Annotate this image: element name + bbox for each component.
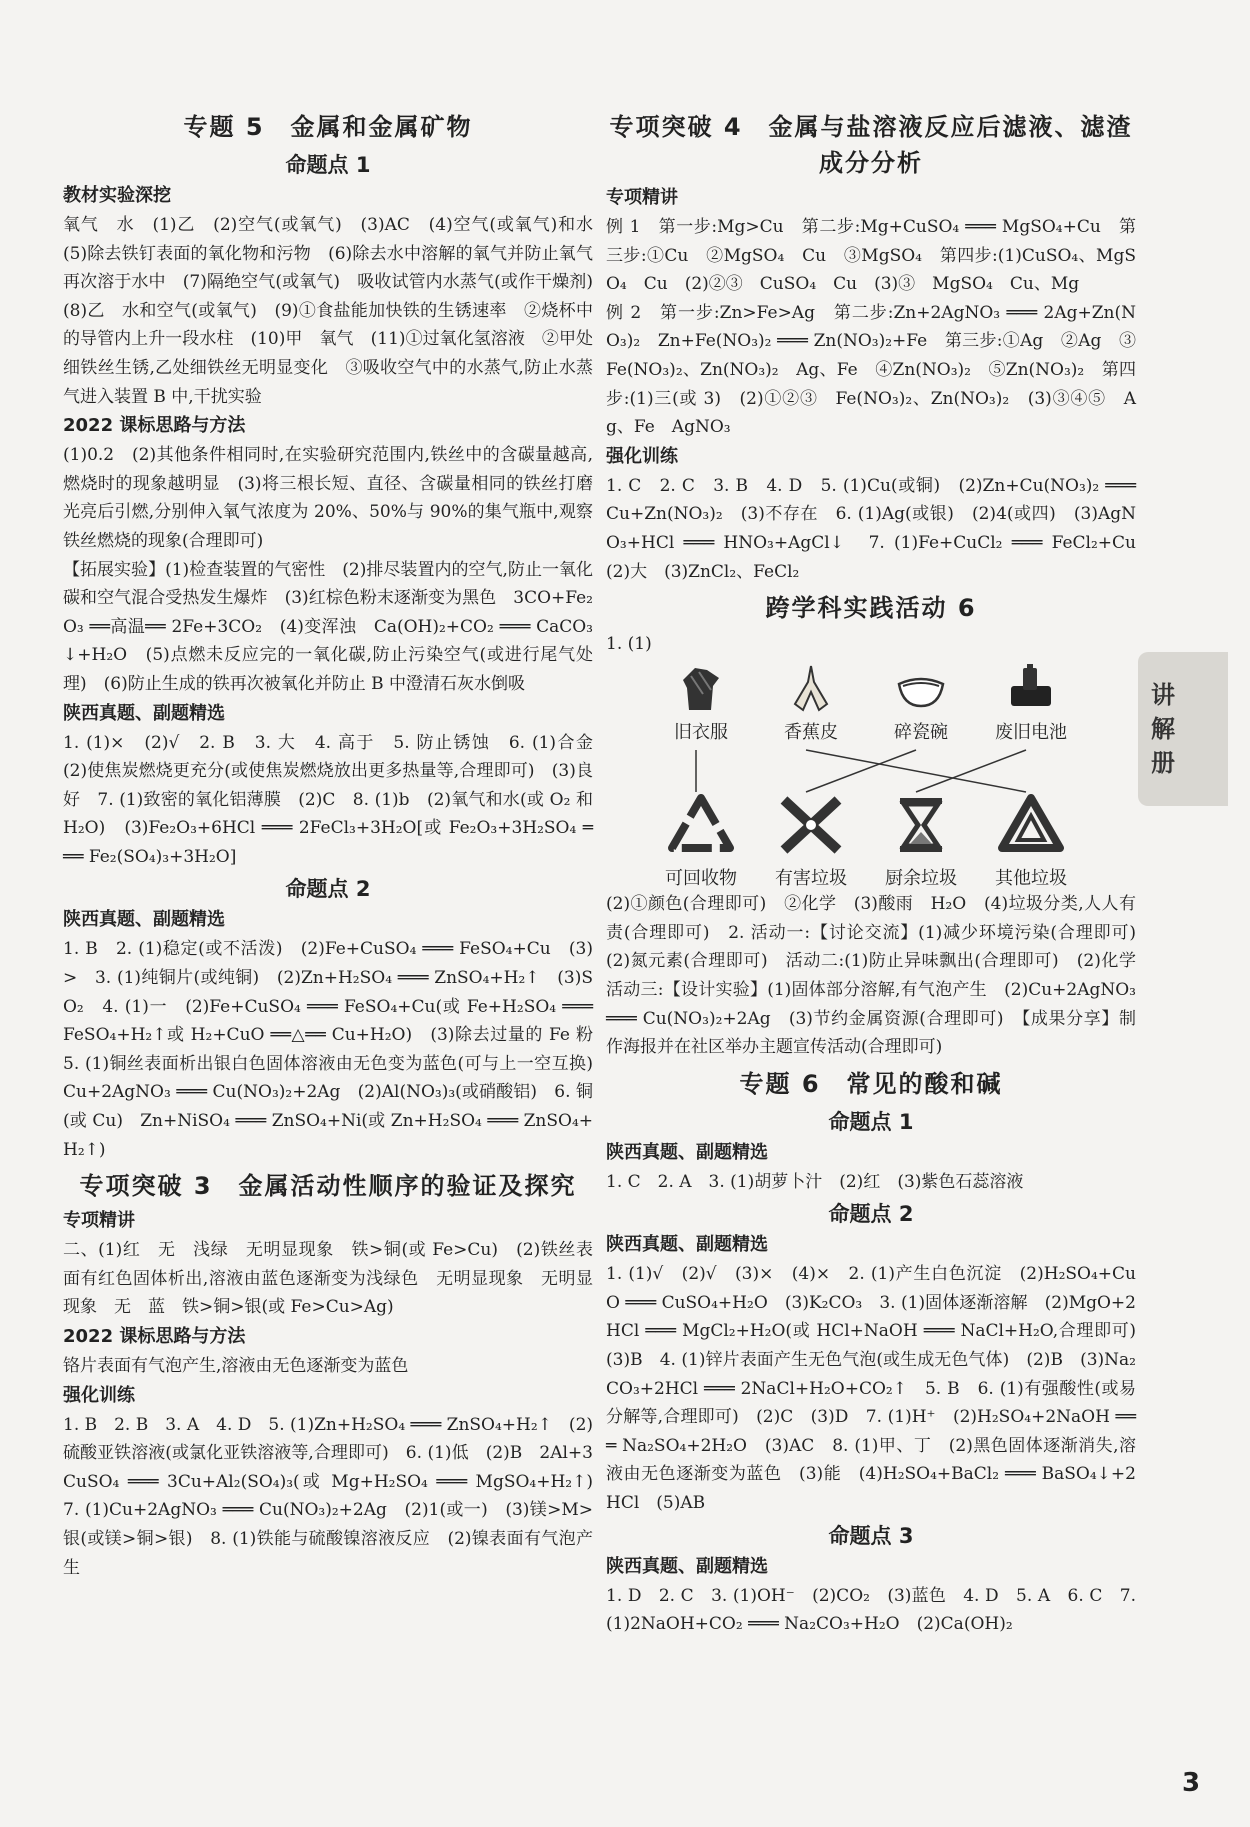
curriculum-answers: (1)0.2 (2)其他条件相同时,在实验研究范围内,铁丝中的含碳量越高,燃烧时的现象越明显 (3)将三根长短、直径、含碳量相同的铁丝打磨光亮后引燃,分别伸入氧气浓度为 20%、50%与 90%的集气瓶中,观察铁丝燃烧的现象(合理即可) xyxy=(63,445,593,551)
item-battery xyxy=(981,660,1081,744)
bin-label: 有害垃圾 xyxy=(775,868,847,890)
shaanxi-answers-r3: 1. D 2. C 3. (1)OH⁻ (2)CO₂ (3)蓝色 4. D 5. A 6. C 7. (1)2NaOH+CO₂ ═══ Na₂CO₃+H₂O (2)Ca(OH)₂ xyxy=(606,1585,1136,1635)
bin-label: 其他垃圾 xyxy=(995,868,1067,890)
waste-items xyxy=(646,660,1086,744)
recyclable-bin-icon xyxy=(666,794,736,856)
matching-lines xyxy=(646,748,1086,794)
point-2-heading: 命题点 2 xyxy=(828,1202,914,1227)
point-1-heading: 命题点 1 xyxy=(285,153,371,177)
shaanxi-heading-r3: 陕西真题、副题精选 xyxy=(606,1555,768,1577)
page-number: 3 xyxy=(1182,1768,1201,1798)
bin-recyclable xyxy=(651,794,751,890)
section-tab xyxy=(1138,652,1228,806)
bin-hazardous xyxy=(761,794,861,890)
training-answers-3: 1. B 2. B 3. A 4. D 5. (1)Zn+H₂SO₄ ═══ ZnSO₄+H₂↑ (2)硫酸亚铁溶液(或氯化亚铁溶液等,合理即可) 6. (1)低 (2)B 2Al+3CuSO₄ ═══ 3Cu+Al₂(SO₄)₃(或 Mg+H₂SO₄ ═══ MgSO₄+H₂↑) 7. (1)Cu+2AgNO₃ ═══ Cu(NO₃)₂+2Ag (2)1(或一) (3)镁>M>银(或镁>铜>银) 8. (1)铁能与硫酸镍溶液反应 (2)镍表面有气泡产生 xyxy=(63,1414,610,1578)
training-heading-4: 强化训练 xyxy=(606,445,678,467)
curriculum-heading-b: 2022 课标思路与方法 xyxy=(63,1326,246,1347)
item-label: 旧衣服 xyxy=(674,722,728,744)
item-bowl xyxy=(871,660,971,744)
battery-icon xyxy=(1003,660,1059,716)
point-2-heading: 命题点 2 xyxy=(285,877,371,902)
training-answers-4: 1. C 2. C 3. B 4. D 5. (1)Cu(或铜) (2)Zn+Cu(NO₃)₂ ═══ Cu+Zn(NO₃)₂ (3)不存在 6. (1)Ag(或银) (2)4(或四) (3)AgNO₃+HCl ═══ HNO₃+AgCl↓ 7. (1)Fe+CuCl₂ ═══ FeCl₂+Cu (2)大 (3)ZnCl₂、FeCl₂ xyxy=(606,475,1153,582)
tab-char: 解 xyxy=(1151,715,1175,743)
shaanxi-answers-r1: 1. C 2. A 3. (1)胡萝卜汁 (2)红 (3)紫色石蕊溶液 xyxy=(606,1171,1024,1192)
point-1-heading: 命题点 1 xyxy=(828,1109,914,1134)
bin-other xyxy=(981,794,1081,890)
item-banana xyxy=(761,660,861,744)
lecture-heading-4: 专项精讲 xyxy=(606,187,678,208)
bin-label: 厨余垃圾 xyxy=(885,868,957,890)
shaanxi-answers-1: 1. (1)× (2)√ 2. B 3. 大 4. 高于 5. 防止锈蚀 6. (1)合金 (2)使焦炭燃烧更充分(或使焦炭燃烧放出更多热量等,合理即可) (3)良好 7. (1)致密的氧化铝薄膜 (2)C 8. (1)b (2)氧气和水(或 O₂ 和 H₂O) (3)Fe₂O₃+6HCl ═══ 2FeCl₃+3H₂O[或 Fe₂O₃+3H₂SO₄ ═══ Fe₂(SO₄)₃+3H₂O] xyxy=(63,732,610,867)
curriculum-heading: 2022 课标思路与方法 xyxy=(63,415,246,437)
topic-6-title: 专题 6 常见的酸和碱 xyxy=(739,1069,1003,1098)
match-line xyxy=(806,750,1026,792)
right-column xyxy=(606,105,1153,1639)
item-clothes xyxy=(651,660,751,744)
kitchen-waste-bin-icon xyxy=(886,794,956,856)
item-label: 废旧电池 xyxy=(995,722,1067,744)
shaanxi-answers-r2: 1. (1)√ (2)√ (3)× (4)× 2. (1)产生白色沉淀 (2)H₂SO₄+CuO ═══ CuSO₄+H₂O (3)K₂CO₃ 3. (1)固体逐渐溶解 (2)MgO+2HCl ═══ MgCl₂+H₂O(或 HCl+NaOH ═══ NaCl+H₂O,合理即可) (3)B 4. (1)锌片表面产生无色气泡(或生成无色气体) (2)B (3)Na₂CO₃+2HCl ═══ 2NaCl+H₂O+CO₂↑ 5. B 6. (1)有强酸性(或易分解等,合理即可) (2)C (3)D 7. (1)H⁺ (2)H₂SO₄+2NaOH ═══ Na₂SO₄+2H₂O (3)AC 8. (1)甲、丁 (2)黑色固体逐渐消失,溶液由无色逐渐变为蓝色 (3)能 (4)H₂SO₄+BaCl₂ ═══ BaSO₄↓+2HCl (5)AB xyxy=(606,1264,1153,1514)
example-2: 例 2 第一步:Zn>Fe>Ag 第二步:Zn+2AgNO₃ ═══ 2Ag+Zn(NO₃)₂ Zn+Fe(NO₃)₂ ═══ Zn(NO₃)₂+Fe 第三步:①Ag ②Ag ③Fe(NO₃)₂、Zn(NO₃)₂ Ag、Fe ④Zn(NO₃)₂ ⑤Zn(NO₃)₂ 第四步:(1)三(或 3) (2)①②③ Fe(NO₃)₂、Zn(NO₃)₂ (3)③④⑤ Ag、Fe AgNO₃ xyxy=(606,302,1136,438)
other-waste-bin-icon xyxy=(996,794,1066,856)
tab-char: 册 xyxy=(1151,749,1175,777)
point-3-heading: 命题点 3 xyxy=(828,1523,914,1548)
shaanxi-heading-1: 陕西真题、副题精选 xyxy=(63,702,225,724)
topic-5-title: 专题 5 金属和金属矿物 xyxy=(183,113,473,141)
left-column xyxy=(63,105,610,1582)
textbook-answers: 氧气 水 (1)乙 (2)空气(或氧气) (3)AC (4)空气(或氧气)和水 (5)除去铁钉表面的氧化物和污物 (6)除去水中溶解的氧气并防止氧气再次溶于水中 (7)隔绝空气(或氧气) 吸收试管内水蒸气(或作干燥剂) (8)乙 水和空气(或氧气) (9)①食盐能加快铁的生锈速率 ②烧杯中的导管内上升一段水柱 (10)甲 氧气 (11)①过氧化氢溶液 ②甲处细铁丝生锈,乙处细铁丝无明显变化 ③吸收空气中的水蒸气,防止水蒸气进入装置 B 中,干扰实验 xyxy=(63,215,610,407)
bin-label: 可回收物 xyxy=(665,868,737,890)
lecture-heading-3: 专项精讲 xyxy=(63,1210,135,1232)
clothes-icon xyxy=(673,660,729,716)
curriculum-answers-b: 铬片表面有气泡产生,溶液由无色逐渐变为蓝色 xyxy=(63,1356,409,1376)
item-label: 碎瓷碗 xyxy=(894,722,948,744)
shaanxi-answers-2: 1. B 2. (1)稳定(或不活泼) (2)Fe+CuSO₄ ═══ FeSO₄+Cu (3)> 3. (1)纯铜片(或纯铜) (2)Zn+H₂SO₄ ═══ ZnSO₄+H₂↑ (3)SO₂ 4. (1)一 (2)Fe+CuSO₄ ═══ FeSO₄+Cu(或 Fe+H₂SO₄ ═══ FeSO₄+H₂↑或 H₂+CuO ══△══ Cu+H₂O) (3)除去过量的 Fe 粉 5. (1)铜丝表面析出银白色固体溶液由无色变为蓝色(可与上一空互换) Cu+2AgNO₃ ═══ Cu(NO₃)₂+2Ag (2)Al(NO₃)₃(或硝酸铝) 6. 铜(或 Cu) Zn+NiSO₄ ═══ ZnSO₄+Ni(或 Zn+H₂SO₄ ═══ ZnSO₄+H₂↑) xyxy=(63,939,610,1160)
hazardous-bin-icon xyxy=(776,794,846,856)
activity-question-number: 1. (1) xyxy=(606,634,652,655)
broken-bowl-icon xyxy=(893,660,949,716)
item-label: 香蕉皮 xyxy=(784,722,838,744)
tab-char: 讲 xyxy=(1151,681,1175,709)
training-heading-3: 强化训练 xyxy=(63,1384,135,1406)
match-line xyxy=(916,750,1026,792)
special-3-title: 专项突破 3 金属活动性顺序的验证及探究 xyxy=(79,1172,577,1201)
textbook-heading: 教材实验深挖 xyxy=(63,185,171,206)
bin-kitchen xyxy=(871,794,971,890)
activity-6-answers: (2)①颜色(合理即可) ②化学 (3)酸雨 H₂O (4)垃圾分类,人人有责(合理即可) 2. 活动一:【讨论交流】(1)减少环境污染(合理即可) (2)氮元素(合理即可) 活动二:(1)防止异味飘出(合理即可) (2)化学 活动三:【设计实验】(1)固体部分溶解,有气泡产生 (2)Cu+2AgNO₃ ═══ Cu(NO₃)₂+2Ag (3)节约金属资源(合理即可) 【成果分享】制作海报并在社区举办主题宣传活动(合理即可) xyxy=(606,894,1153,1058)
shaanxi-heading-r2: 陕西真题、副题精选 xyxy=(606,1234,768,1256)
activity-6-title: 跨学科实践活动 6 xyxy=(765,594,977,623)
special-4-title: 专项突破 4 金属与盐溶液反应后滤液、滤渣成分分析 xyxy=(609,113,1133,177)
shaanxi-heading-2: 陕西真题、副题精选 xyxy=(63,909,225,931)
match-line xyxy=(806,750,916,792)
example-1: 例 1 第一步:Mg>Cu 第二步:Mg+CuSO₄ ═══ MgSO₄+Cu 第三步:①Cu ②MgSO₄ Cu ③MgSO₄ 第四步:(1)CuSO₄、MgSO₄ Cu (2)②③ CuSO₄ Cu (3)③ MgSO₄ Cu、Mg xyxy=(606,217,1136,295)
banana-peel-icon xyxy=(783,660,839,716)
expand-experiment: 【拓展实验】(1)检查装置的气密性 (2)排尽装置内的空气,防止一氧化碳和空气混合受热发生爆炸 (3)红棕色粉末逐渐变为黑色 3CO+Fe₂O₃ ══高温══ 2Fe+3CO₂ (4)变浑浊 Ca(OH)₂+CO₂ ═══ CaCO₃↓+H₂O (5)点燃未反应完的一氧化碳,防止污染空气(或进行尾气处理) (6)防止生成的铁再次被氧化并防止 B 中澄清石灰水倒吸 xyxy=(63,559,593,694)
shaanxi-heading-r1: 陕西真题、副题精选 xyxy=(606,1141,768,1163)
lecture-answers-3: 二、(1)红 无 浅绿 无明显现象 铁>铜(或 Fe>Cu) (2)铁丝表面有红色固体析出,溶液由蓝色逐渐变为浅绿色 无明显现象 无明显现象 无 蓝 铁>铜>银(或 Fe>Cu>Ag) xyxy=(63,1240,593,1318)
waste-bins xyxy=(646,794,1086,890)
